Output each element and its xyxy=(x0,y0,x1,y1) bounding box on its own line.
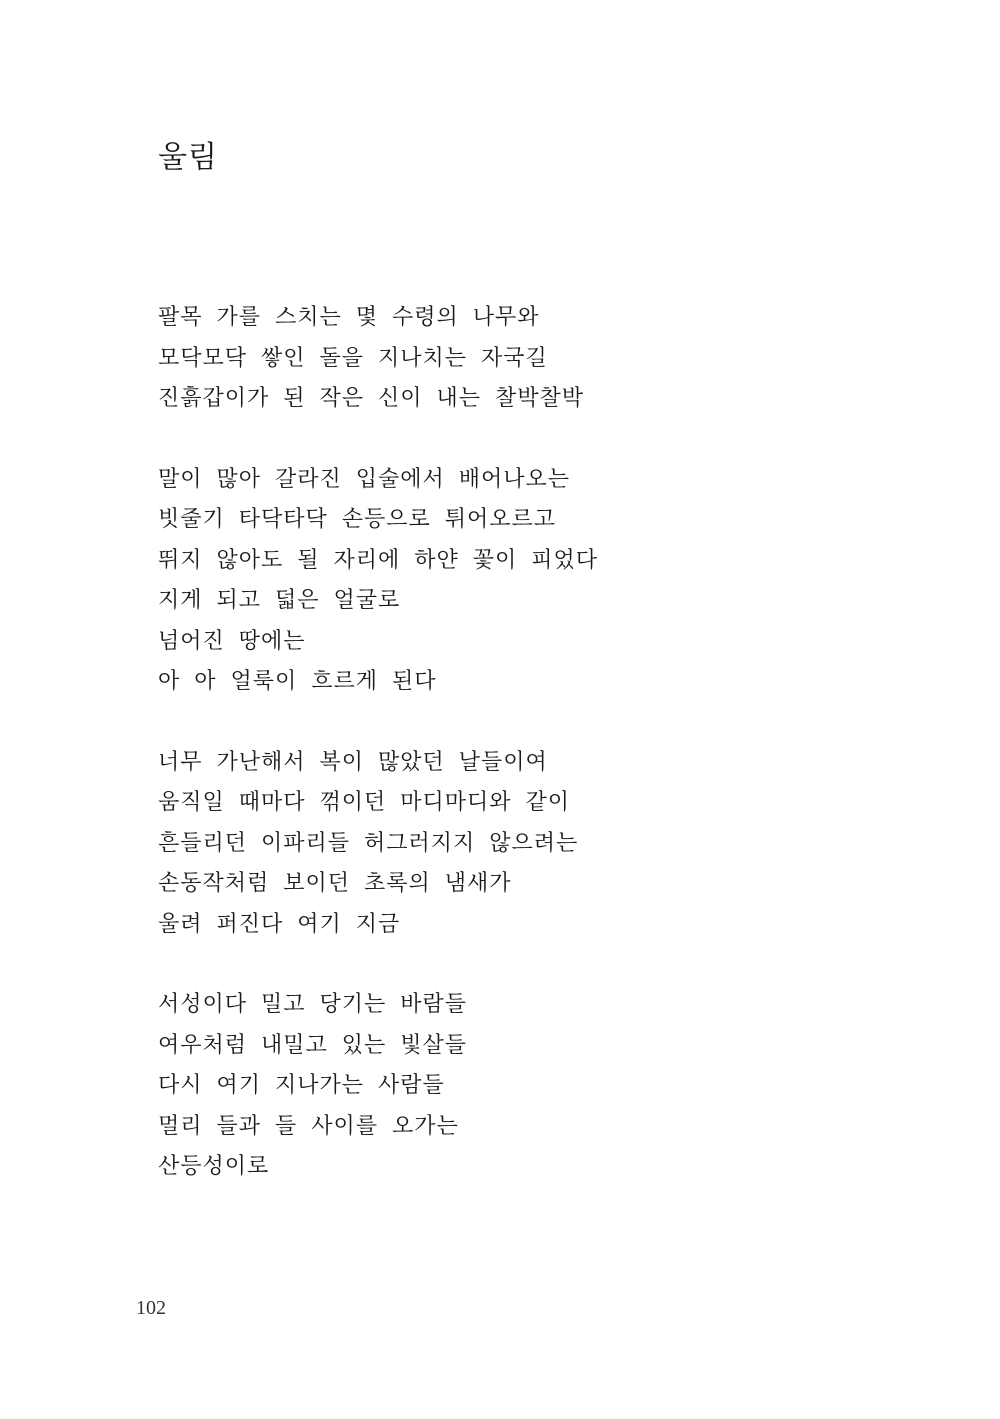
poem-line: 팔목 가를 스치는 몇 수령의 나무와 xyxy=(158,305,540,330)
poem-title: 울림 xyxy=(158,140,218,175)
poem-line: 흔들리던 이파리들 허그러지지 않으려는 xyxy=(158,830,579,856)
poem-line: 손동작처럼 보이던 초록의 냄새가 xyxy=(158,871,512,896)
stanza-3 xyxy=(158,743,858,946)
poem-line: 지게 되고 덟은 얼굴로 xyxy=(158,588,401,613)
poem-line: 서성이다 밀고 당기는 바람들 xyxy=(158,992,468,1017)
poem-body xyxy=(158,298,858,1228)
poem-line: 움직일 때마다 꺾이던 마디마디와 같이 xyxy=(158,790,571,815)
poem-line: 다시 여기 지나가는 사람들 xyxy=(158,1073,445,1098)
poem-line: 모닥모닥 쌓인 돌을 지나치는 자국길 xyxy=(158,345,548,371)
page-number: 102 xyxy=(136,1297,166,1319)
poem-line: 넘어진 땅에는 xyxy=(158,628,306,654)
poem-line: 빗줄기 타닥타닥 손등으로 튀어오르고 xyxy=(158,507,557,532)
poem-line: 진흙갑이가 된 작은 신이 내는 찰박찰박 xyxy=(158,386,584,411)
stanza-4 xyxy=(158,985,858,1188)
poem-line: 여우처럼 내밀고 있는 빛살들 xyxy=(158,1032,468,1058)
poem-line: 아 아 얼룩이 흐르게 된다 xyxy=(158,669,437,694)
poem-line: 말이 많아 갈라진 입술에서 배어나오는 xyxy=(158,466,571,492)
poem-line: 산등성이로 xyxy=(158,1154,270,1179)
poem-line: 뛰지 않아도 될 자리에 하얀 꽃이 피었다 xyxy=(158,547,598,573)
poem-line: 울려 퍼진다 여기 지금 xyxy=(158,911,401,937)
poem-line: 멀리 들과 들 사이를 오가는 xyxy=(158,1113,459,1139)
stanza-1 xyxy=(158,298,858,420)
stanza-2 xyxy=(158,460,858,703)
poem-line: 너무 가난해서 복이 많았던 날들이여 xyxy=(158,749,548,775)
